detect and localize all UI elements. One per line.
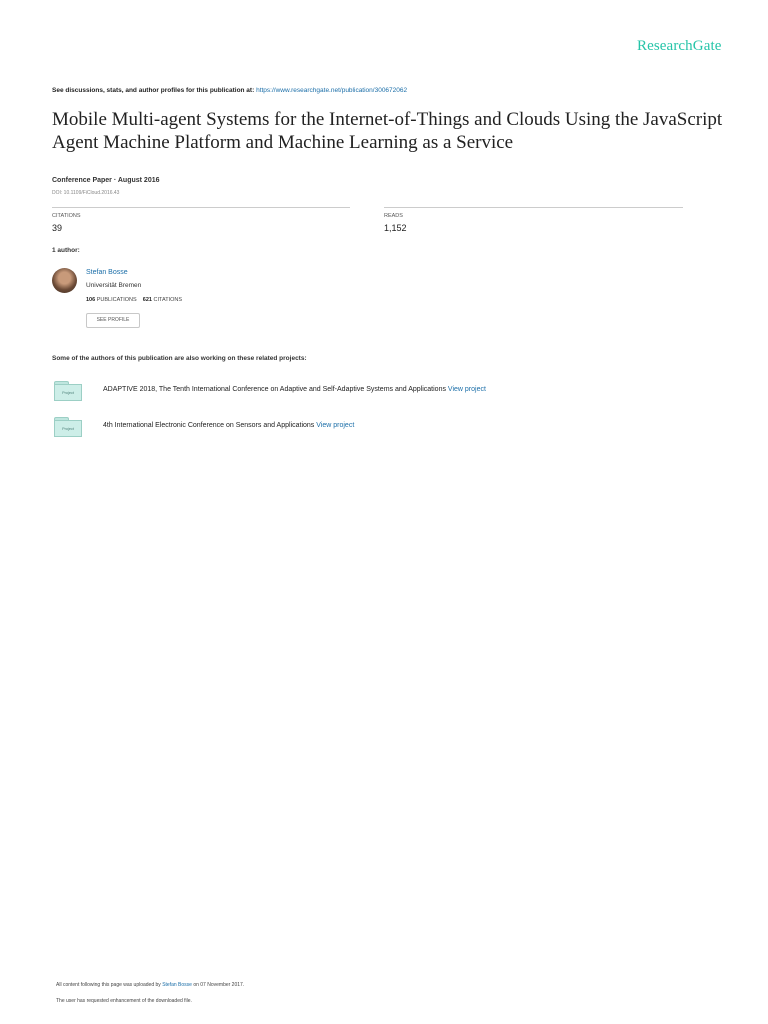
project-title: ADAPTIVE 2018, The Tenth International Conference on Adaptive and Self-Adaptive Systems and Applications: [103, 386, 446, 393]
reads-divider: [384, 207, 683, 208]
publications-count: 106: [86, 297, 96, 303]
enhancement-note: The user has requested enhancement of the downloaded file.: [56, 998, 192, 1004]
project-folder-icon: [53, 417, 83, 437]
paper-title: Mobile Multi-agent Systems for the Internet-of-Things and Clouds Using the JavaScript Agent Machine Platform and Machine Learning as a Service: [52, 109, 723, 153]
upload-note: [56, 982, 244, 988]
citations-value: 39: [52, 223, 63, 233]
see-profile-button[interactable]: SEE PROFILE: [86, 313, 140, 328]
project-folder-icon: [53, 381, 83, 401]
reads-value: 1,152: [384, 223, 407, 233]
author-institution: Universität Bremen: [86, 282, 142, 289]
project-title: 4th International Electronic Conference on Sensors and Applications: [103, 422, 315, 429]
author-citations-count: 621: [142, 297, 152, 303]
citations-divider: [52, 207, 350, 208]
publications-label: PUBLICATIONS: [96, 297, 137, 303]
paper-type-date: Conference Paper · August 2016: [52, 177, 160, 184]
author-avatar[interactable]: [52, 268, 77, 293]
project-icon-label: Project: [54, 384, 82, 401]
author-stats: [86, 297, 182, 303]
project-icon-label: Project: [54, 420, 82, 437]
upload-prefix: All content following this page was uploaded by: [56, 982, 161, 988]
discussion-line: [52, 87, 407, 94]
related-project-item: [103, 386, 486, 393]
reads-label: READS: [384, 213, 403, 219]
view-project-link[interactable]: View project: [447, 386, 486, 393]
authors-heading: 1 author:: [52, 247, 80, 254]
author-citations-label: CITATIONS: [153, 297, 183, 303]
upload-suffix: on 07 November 2017.: [193, 982, 245, 988]
publication-link[interactable]: https://www.researchgate.net/publication/300672062: [256, 87, 408, 94]
view-project-link[interactable]: View project: [316, 422, 355, 429]
related-project-item: [103, 422, 354, 429]
paper-doi: DOI: 10.1109/FiCloud.2016.43: [52, 190, 120, 196]
related-projects-heading: Some of the authors of this publication are also working on these related projects:: [52, 355, 307, 362]
researchgate-logo[interactable]: ResearchGate: [637, 38, 722, 54]
author-name-link[interactable]: Stefan Bosse: [86, 269, 128, 276]
uploader-link[interactable]: Stefan Bosse: [162, 982, 192, 988]
discussion-label: See discussions, stats, and author profiles for this publication at:: [52, 87, 255, 94]
citations-label: CITATIONS: [52, 213, 81, 219]
